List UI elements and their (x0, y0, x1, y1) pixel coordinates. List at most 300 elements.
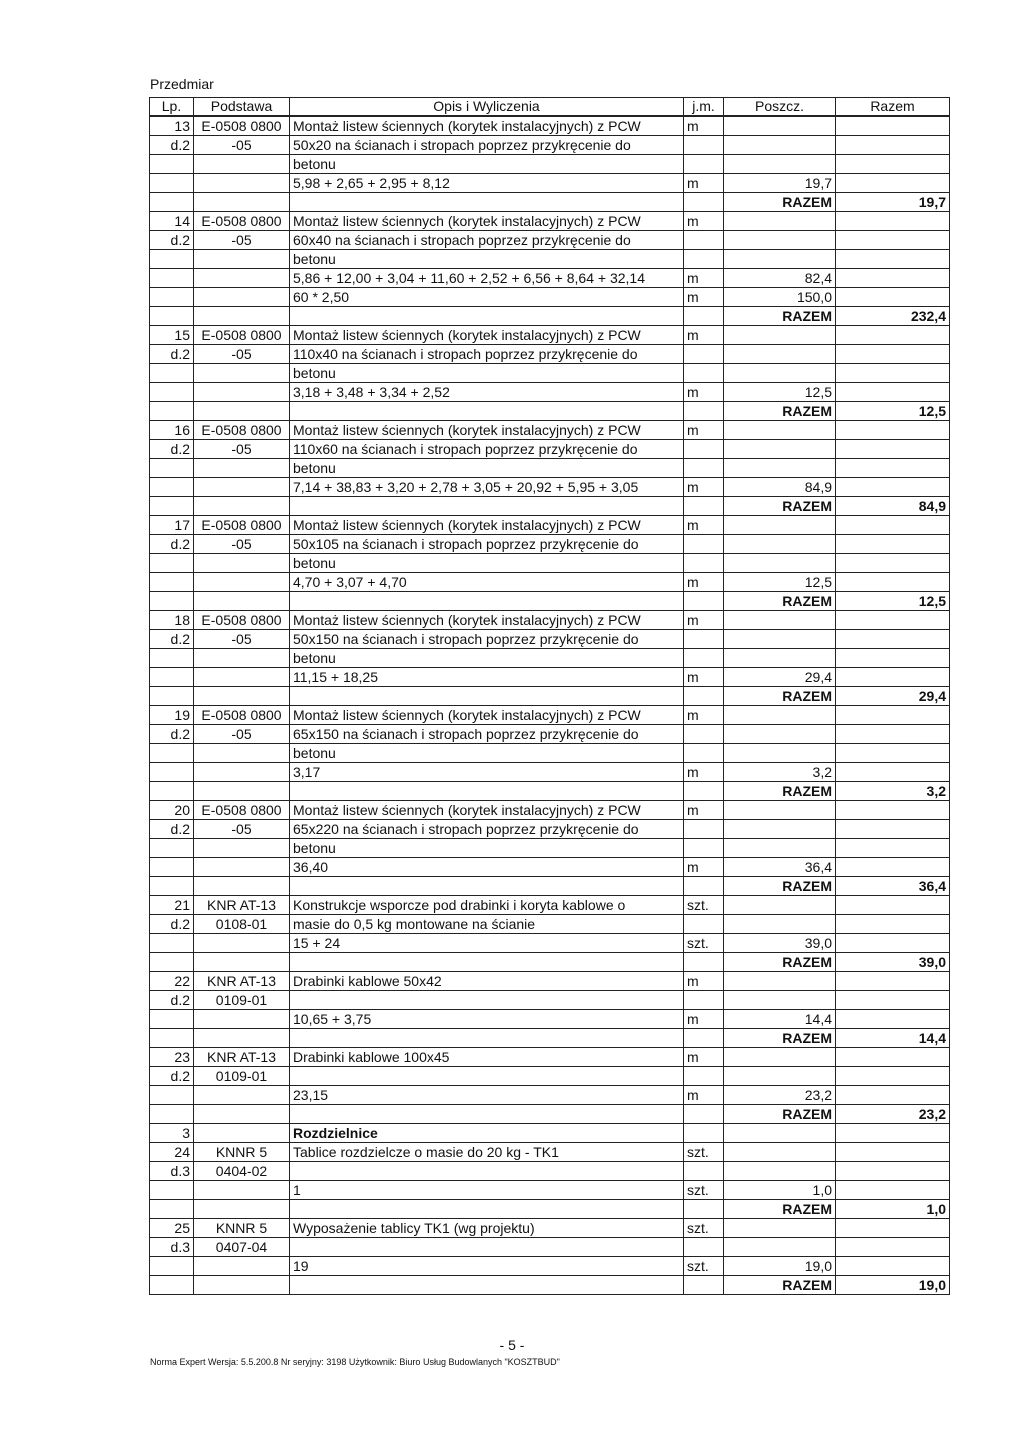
cell-lp (150, 744, 194, 763)
cell-lp (150, 459, 194, 478)
cell-lp: d.2 (150, 725, 194, 744)
cell-jm: m (684, 972, 724, 991)
cell-jm (684, 1029, 724, 1048)
cell-poszcz (724, 1143, 836, 1162)
cell-poszcz (724, 421, 836, 440)
cell-lp: d.2 (150, 991, 194, 1010)
cell-razem: 1,0 (836, 1200, 950, 1219)
cell-razem (836, 478, 950, 497)
cell-lp: 23 (150, 1048, 194, 1067)
cell-jm (684, 782, 724, 801)
cell-opis: betonu (290, 744, 684, 763)
cell-podstawa: E-0508 0800 (194, 421, 290, 440)
table-row (150, 915, 950, 934)
cell-razem (836, 820, 950, 839)
cell-razem: 19,7 (836, 193, 950, 212)
cell-jm (684, 1067, 724, 1086)
cell-podstawa (194, 782, 290, 801)
cell-lp (150, 782, 194, 801)
cell-opis (290, 991, 684, 1010)
cell-lp: d.2 (150, 136, 194, 155)
table-row (150, 725, 950, 744)
cell-podstawa: E-0508 0800 (194, 801, 290, 820)
table-row (150, 516, 950, 535)
cell-podstawa: E-0508 0800 (194, 706, 290, 725)
cell-poszcz: RAZEM (724, 1029, 836, 1048)
cell-podstawa (194, 307, 290, 326)
cell-razem (836, 991, 950, 1010)
cell-poszcz (724, 345, 836, 364)
cell-jm (684, 1124, 724, 1143)
cell-opis: betonu (290, 459, 684, 478)
header-lp: Lp. (150, 98, 194, 117)
cell-razem (836, 706, 950, 725)
cell-jm (684, 991, 724, 1010)
cell-podstawa (194, 668, 290, 687)
cell-podstawa (194, 478, 290, 497)
cell-opis (290, 1067, 684, 1086)
cell-lp: 18 (150, 611, 194, 630)
cell-podstawa (194, 1257, 290, 1276)
footer-note: Norma Expert Wersja: 5.5.200.8 Nr seryjny: 3198 Użytkownik: Biuro Usług Budowlanych "KOSZTBUD" (150, 1357, 560, 1367)
header-opis: Opis i Wyliczenia (290, 98, 684, 117)
cell-razem: 12,5 (836, 402, 950, 421)
cell-opis (290, 1276, 684, 1295)
cell-opis (290, 307, 684, 326)
cell-opis: 4,70 + 3,07 + 4,70 (290, 573, 684, 592)
cell-opis: 3,18 + 3,48 + 3,34 + 2,52 (290, 383, 684, 402)
cell-poszcz: RAZEM (724, 687, 836, 706)
cell-podstawa (194, 383, 290, 402)
table-row (150, 1162, 950, 1181)
cell-podstawa: -05 (194, 440, 290, 459)
cell-poszcz (724, 1219, 836, 1238)
cell-razem: 23,2 (836, 1105, 950, 1124)
cell-poszcz: RAZEM (724, 1105, 836, 1124)
cell-podstawa (194, 592, 290, 611)
table-row (150, 649, 950, 668)
cell-poszcz (724, 820, 836, 839)
cell-jm (684, 592, 724, 611)
cell-opis: 36,40 (290, 858, 684, 877)
table-row (150, 421, 950, 440)
cell-razem (836, 725, 950, 744)
cell-jm (684, 649, 724, 668)
cell-lp (150, 763, 194, 782)
cell-podstawa: -05 (194, 630, 290, 649)
cell-opis: Drabinki kablowe 100x45 (290, 1048, 684, 1067)
cell-razem (836, 573, 950, 592)
cell-podstawa: KNR AT-13 (194, 896, 290, 915)
cell-lp: 13 (150, 116, 194, 136)
cell-poszcz (724, 535, 836, 554)
cell-jm: m (684, 573, 724, 592)
cell-opis (290, 782, 684, 801)
cell-podstawa (194, 649, 290, 668)
cell-poszcz: 12,5 (724, 573, 836, 592)
cell-podstawa: 0109-01 (194, 1067, 290, 1086)
cell-podstawa (194, 1200, 290, 1219)
cell-opis: betonu (290, 364, 684, 383)
cell-opis (290, 1105, 684, 1124)
cell-podstawa: KNR AT-13 (194, 972, 290, 991)
cell-razem (836, 421, 950, 440)
cell-opis: 7,14 + 38,83 + 3,20 + 2,78 + 3,05 + 20,92 + 5,95 + 3,05 (290, 478, 684, 497)
cell-opis: betonu (290, 649, 684, 668)
cell-podstawa (194, 877, 290, 896)
cell-podstawa (194, 1010, 290, 1029)
cell-lp (150, 877, 194, 896)
cell-razem (836, 1124, 950, 1143)
cell-opis: 5,86 + 12,00 + 3,04 + 11,60 + 2,52 + 6,56 + 8,64 + 32,14 (290, 269, 684, 288)
table-row (150, 231, 950, 250)
cell-podstawa (194, 1029, 290, 1048)
cell-lp (150, 668, 194, 687)
cell-opis: 1 (290, 1181, 684, 1200)
cell-poszcz (724, 250, 836, 269)
cell-podstawa (194, 174, 290, 193)
cell-podstawa (194, 250, 290, 269)
cell-jm: szt. (684, 1143, 724, 1162)
cell-razem: 232,4 (836, 307, 950, 326)
table-row (150, 345, 950, 364)
cell-opis (290, 953, 684, 972)
cell-jm (684, 820, 724, 839)
cell-opis: Rozdzielnice (290, 1124, 684, 1143)
cell-jm: m (684, 858, 724, 877)
cell-razem (836, 668, 950, 687)
table-row (150, 820, 950, 839)
header-podstawa: Podstawa (194, 98, 290, 117)
cell-jm (684, 554, 724, 573)
table-row (150, 250, 950, 269)
cell-poszcz: 23,2 (724, 1086, 836, 1105)
cell-poszcz (724, 801, 836, 820)
cell-poszcz (724, 116, 836, 136)
cell-opis (290, 877, 684, 896)
cell-jm (684, 231, 724, 250)
cell-opis: 60x40 na ścianach i stropach poprzez przykręcenie do (290, 231, 684, 250)
header-jm: j.m. (684, 98, 724, 117)
cell-razem (836, 212, 950, 231)
cell-opis (290, 193, 684, 212)
cell-podstawa: KNNR 5 (194, 1219, 290, 1238)
cell-poszcz: RAZEM (724, 877, 836, 896)
cell-poszcz (724, 972, 836, 991)
table-row (150, 269, 950, 288)
table-row (150, 326, 950, 345)
table-row (150, 782, 950, 801)
cell-podstawa (194, 193, 290, 212)
cell-lp (150, 497, 194, 516)
cell-lp (150, 307, 194, 326)
cell-poszcz (724, 364, 836, 383)
cell-podstawa (194, 953, 290, 972)
cell-jm (684, 877, 724, 896)
cell-podstawa: 0407-04 (194, 1238, 290, 1257)
table-row (150, 1219, 950, 1238)
cell-jm (684, 915, 724, 934)
table-row (150, 1257, 950, 1276)
cell-jm (684, 345, 724, 364)
cell-opis: betonu (290, 839, 684, 858)
cell-razem (836, 364, 950, 383)
table-row (150, 478, 950, 497)
cell-jm (684, 402, 724, 421)
cell-jm: m (684, 288, 724, 307)
cell-podstawa (194, 1105, 290, 1124)
cell-razem (836, 250, 950, 269)
cell-razem (836, 535, 950, 554)
cell-razem (836, 1257, 950, 1276)
cell-razem (836, 915, 950, 934)
cell-razem (836, 288, 950, 307)
document-title: Przedmiar (150, 76, 214, 92)
cell-podstawa (194, 763, 290, 782)
table-row (150, 1105, 950, 1124)
cell-podstawa: E-0508 0800 (194, 212, 290, 231)
cell-poszcz (724, 136, 836, 155)
table-row (150, 1143, 950, 1162)
cell-jm (684, 250, 724, 269)
cell-razem (836, 326, 950, 345)
cell-razem (836, 345, 950, 364)
cell-lp (150, 687, 194, 706)
cell-razem (836, 1238, 950, 1257)
cell-razem: 12,5 (836, 592, 950, 611)
cell-poszcz (724, 1048, 836, 1067)
cell-lp (150, 649, 194, 668)
cell-poszcz (724, 744, 836, 763)
cell-lp: 3 (150, 1124, 194, 1143)
cell-jm: m (684, 383, 724, 402)
table-row (150, 116, 950, 136)
cell-razem (836, 1219, 950, 1238)
cell-razem (836, 763, 950, 782)
cell-jm (684, 687, 724, 706)
cell-poszcz (724, 1124, 836, 1143)
cell-lp (150, 155, 194, 174)
cell-lp (150, 174, 194, 193)
cell-razem (836, 269, 950, 288)
cell-podstawa (194, 858, 290, 877)
cell-opis: 110x40 na ścianach i stropach poprzez przykręcenie do (290, 345, 684, 364)
table-body (150, 116, 950, 1295)
cell-lp: 14 (150, 212, 194, 231)
cell-opis: 50x20 na ścianach i stropach poprzez przykręcenie do (290, 136, 684, 155)
cell-poszcz (724, 630, 836, 649)
cell-poszcz (724, 896, 836, 915)
cell-podstawa (194, 934, 290, 953)
cell-razem: 19,0 (836, 1276, 950, 1295)
cell-opis: Montaż listew ściennych (korytek instalacyjnych) z PCW (290, 116, 684, 136)
table-row (150, 1048, 950, 1067)
cell-lp (150, 1010, 194, 1029)
cell-jm (684, 630, 724, 649)
table-row (150, 193, 950, 212)
cell-jm: m (684, 516, 724, 535)
cell-jm: m (684, 269, 724, 288)
cell-podstawa (194, 1276, 290, 1295)
cell-podstawa (194, 364, 290, 383)
cell-jm: szt. (684, 1257, 724, 1276)
cell-opis (290, 1200, 684, 1219)
cell-lp: 17 (150, 516, 194, 535)
cell-poszcz (724, 1238, 836, 1257)
cell-opis: 65x150 na ścianach i stropach poprzez przykręcenie do (290, 725, 684, 744)
cell-razem (836, 801, 950, 820)
cell-opis: Wyposażenie tablicy TK1 (wg projektu) (290, 1219, 684, 1238)
cell-podstawa: -05 (194, 136, 290, 155)
cell-lp (150, 269, 194, 288)
cell-jm (684, 497, 724, 516)
cell-podstawa: 0404-02 (194, 1162, 290, 1181)
table-header-row (150, 98, 950, 117)
cell-jm (684, 440, 724, 459)
cell-razem (836, 174, 950, 193)
cell-opis (290, 687, 684, 706)
table-row (150, 858, 950, 877)
cell-jm: m (684, 801, 724, 820)
cell-jm: szt. (684, 1219, 724, 1238)
table-row (150, 877, 950, 896)
table-row (150, 1067, 950, 1086)
cell-opis: 5,98 + 2,65 + 2,95 + 8,12 (290, 174, 684, 193)
cell-poszcz (724, 839, 836, 858)
cell-opis: Drabinki kablowe 50x42 (290, 972, 684, 991)
cell-lp: d.2 (150, 440, 194, 459)
cell-opis (290, 1162, 684, 1181)
cell-jm: m (684, 611, 724, 630)
cell-poszcz: RAZEM (724, 497, 836, 516)
cell-lp: d.3 (150, 1162, 194, 1181)
cell-poszcz: 14,4 (724, 1010, 836, 1029)
cell-razem: 36,4 (836, 877, 950, 896)
cell-poszcz (724, 1162, 836, 1181)
table-row (150, 1238, 950, 1257)
table-row (150, 459, 950, 478)
cell-lp (150, 193, 194, 212)
cell-lp: 21 (150, 896, 194, 915)
cell-lp (150, 839, 194, 858)
cell-lp: d.2 (150, 535, 194, 554)
cell-poszcz: RAZEM (724, 592, 836, 611)
cell-jm (684, 307, 724, 326)
cell-razem: 39,0 (836, 953, 950, 972)
cell-razem (836, 1048, 950, 1067)
cell-podstawa (194, 573, 290, 592)
cell-opis: 10,65 + 3,75 (290, 1010, 684, 1029)
cell-jm: szt. (684, 896, 724, 915)
cell-opis: 60 * 2,50 (290, 288, 684, 307)
cell-jm (684, 136, 724, 155)
cell-lp (150, 383, 194, 402)
cell-razem (836, 611, 950, 630)
cell-opis (290, 1029, 684, 1048)
cell-podstawa: -05 (194, 535, 290, 554)
cell-jm: m (684, 116, 724, 136)
cell-poszcz: 39,0 (724, 934, 836, 953)
cell-razem (836, 1143, 950, 1162)
cell-podstawa (194, 839, 290, 858)
cell-opis: 50x150 na ścianach i stropach poprzez przykręcenie do (290, 630, 684, 649)
cell-lp (150, 1181, 194, 1200)
cell-lp (150, 364, 194, 383)
table-row (150, 174, 950, 193)
cell-podstawa (194, 1086, 290, 1105)
cell-podstawa: -05 (194, 725, 290, 744)
cell-lp (150, 250, 194, 269)
cell-razem (836, 972, 950, 991)
cell-razem (836, 231, 950, 250)
cell-jm: m (684, 1010, 724, 1029)
cell-lp (150, 402, 194, 421)
cell-poszcz: RAZEM (724, 1276, 836, 1295)
cell-jm: m (684, 1048, 724, 1067)
cell-poszcz (724, 231, 836, 250)
cell-poszcz: RAZEM (724, 193, 836, 212)
cell-poszcz: 19,0 (724, 1257, 836, 1276)
cell-jm: szt. (684, 934, 724, 953)
table-row (150, 1181, 950, 1200)
cell-lp: 20 (150, 801, 194, 820)
bill-of-quantities-table (149, 97, 950, 1295)
cell-lp: d.2 (150, 915, 194, 934)
cell-podstawa (194, 402, 290, 421)
cell-poszcz: 1,0 (724, 1181, 836, 1200)
table-row (150, 497, 950, 516)
table-row (150, 307, 950, 326)
cell-razem: 14,4 (836, 1029, 950, 1048)
table-row (150, 972, 950, 991)
header-razem: Razem (836, 98, 950, 117)
cell-opis: Montaż listew ściennych (korytek instalacyjnych) z PCW (290, 516, 684, 535)
cell-lp: 16 (150, 421, 194, 440)
cell-razem (836, 858, 950, 877)
cell-poszcz (724, 326, 836, 345)
table-row (150, 991, 950, 1010)
cell-opis: 15 + 24 (290, 934, 684, 953)
cell-podstawa: E-0508 0800 (194, 116, 290, 136)
cell-opis (290, 1238, 684, 1257)
cell-opis: 3,17 (290, 763, 684, 782)
cell-opis: Konstrukcje wsporcze pod drabinki i koryta kablowe o (290, 896, 684, 915)
cell-razem (836, 839, 950, 858)
cell-poszcz (724, 611, 836, 630)
cell-opis (290, 497, 684, 516)
cell-lp (150, 573, 194, 592)
table-row (150, 383, 950, 402)
cell-jm (684, 155, 724, 174)
cell-lp: 24 (150, 1143, 194, 1162)
cell-poszcz: 84,9 (724, 478, 836, 497)
cell-opis: Montaż listew ściennych (korytek instalacyjnych) z PCW (290, 706, 684, 725)
cell-poszcz (724, 706, 836, 725)
cell-podstawa (194, 269, 290, 288)
cell-opis: 11,15 + 18,25 (290, 668, 684, 687)
table-row (150, 896, 950, 915)
cell-jm: m (684, 326, 724, 345)
cell-lp: 22 (150, 972, 194, 991)
cell-razem (836, 383, 950, 402)
cell-jm: m (684, 706, 724, 725)
cell-razem (836, 1162, 950, 1181)
table-row (150, 630, 950, 649)
table-row (150, 1276, 950, 1295)
cell-lp: 19 (150, 706, 194, 725)
cell-jm (684, 364, 724, 383)
cell-podstawa (194, 155, 290, 174)
